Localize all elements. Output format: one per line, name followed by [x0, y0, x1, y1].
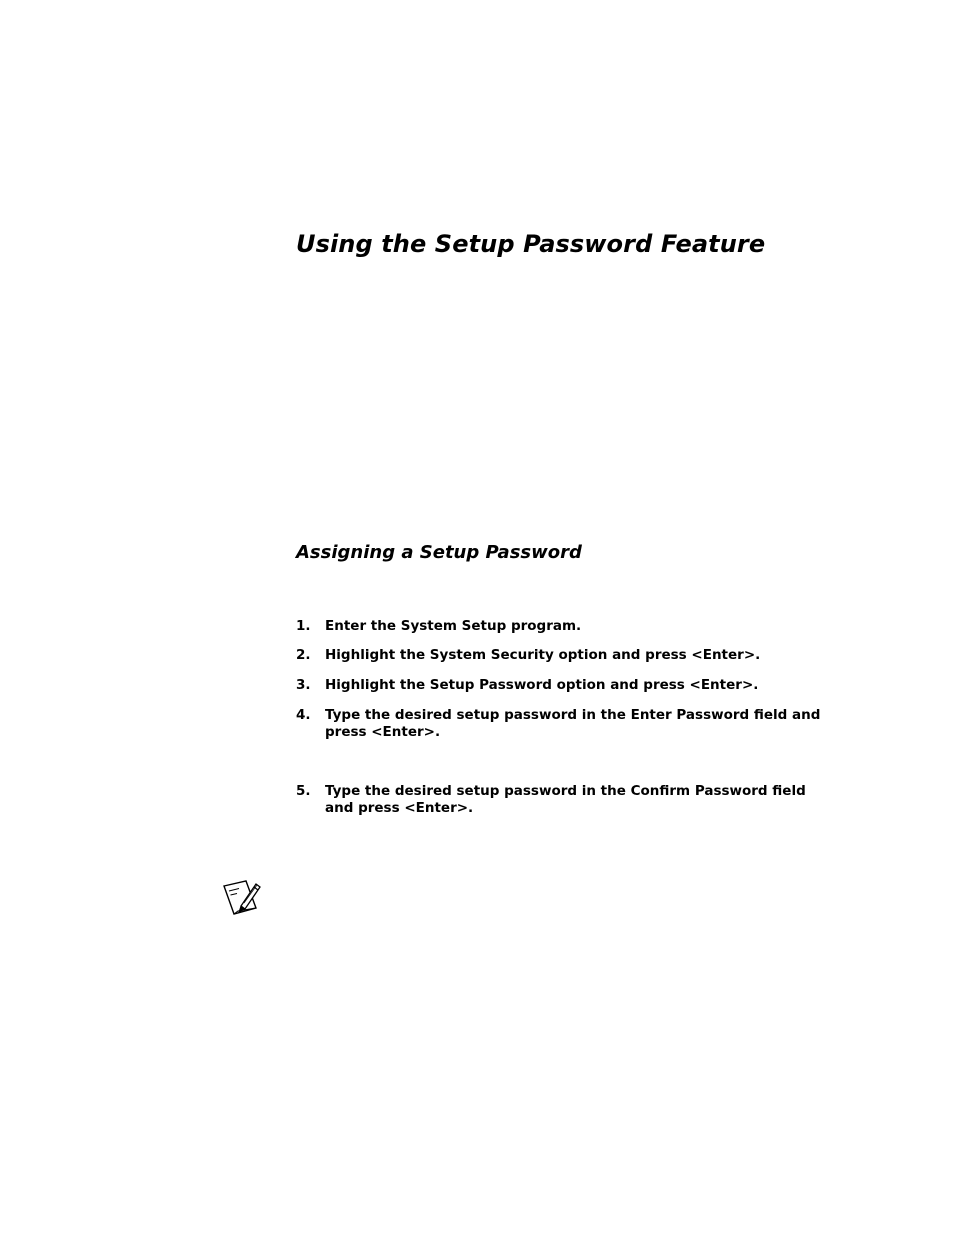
step-number: 4.: [296, 707, 311, 723]
step-item: [296, 618, 836, 635]
step-number: 5.: [296, 783, 311, 799]
step-number: 2.: [296, 647, 311, 663]
step-number: 1.: [296, 618, 311, 634]
step-text: Type the desired setup password in the Confirm Password field and press <Enter>.: [325, 783, 806, 816]
step-item: [296, 647, 836, 664]
step-text: Highlight the Setup Password option and press <Enter>.: [325, 677, 759, 693]
note-pencil-icon: [222, 878, 262, 916]
step-text: Enter the System Setup program.: [325, 618, 582, 634]
step-item: [296, 677, 836, 694]
step-number: 3.: [296, 677, 311, 693]
step-item: [296, 707, 836, 741]
step-text: Highlight the System Security option and press <Enter>.: [325, 647, 761, 663]
page-title: Using the Setup Password Feature: [296, 230, 766, 258]
section-heading: Assigning a Setup Password: [296, 542, 582, 563]
step-item: [296, 783, 836, 817]
step-text: Type the desired setup password in the Enter Password field and press <Enter>.: [325, 707, 821, 740]
